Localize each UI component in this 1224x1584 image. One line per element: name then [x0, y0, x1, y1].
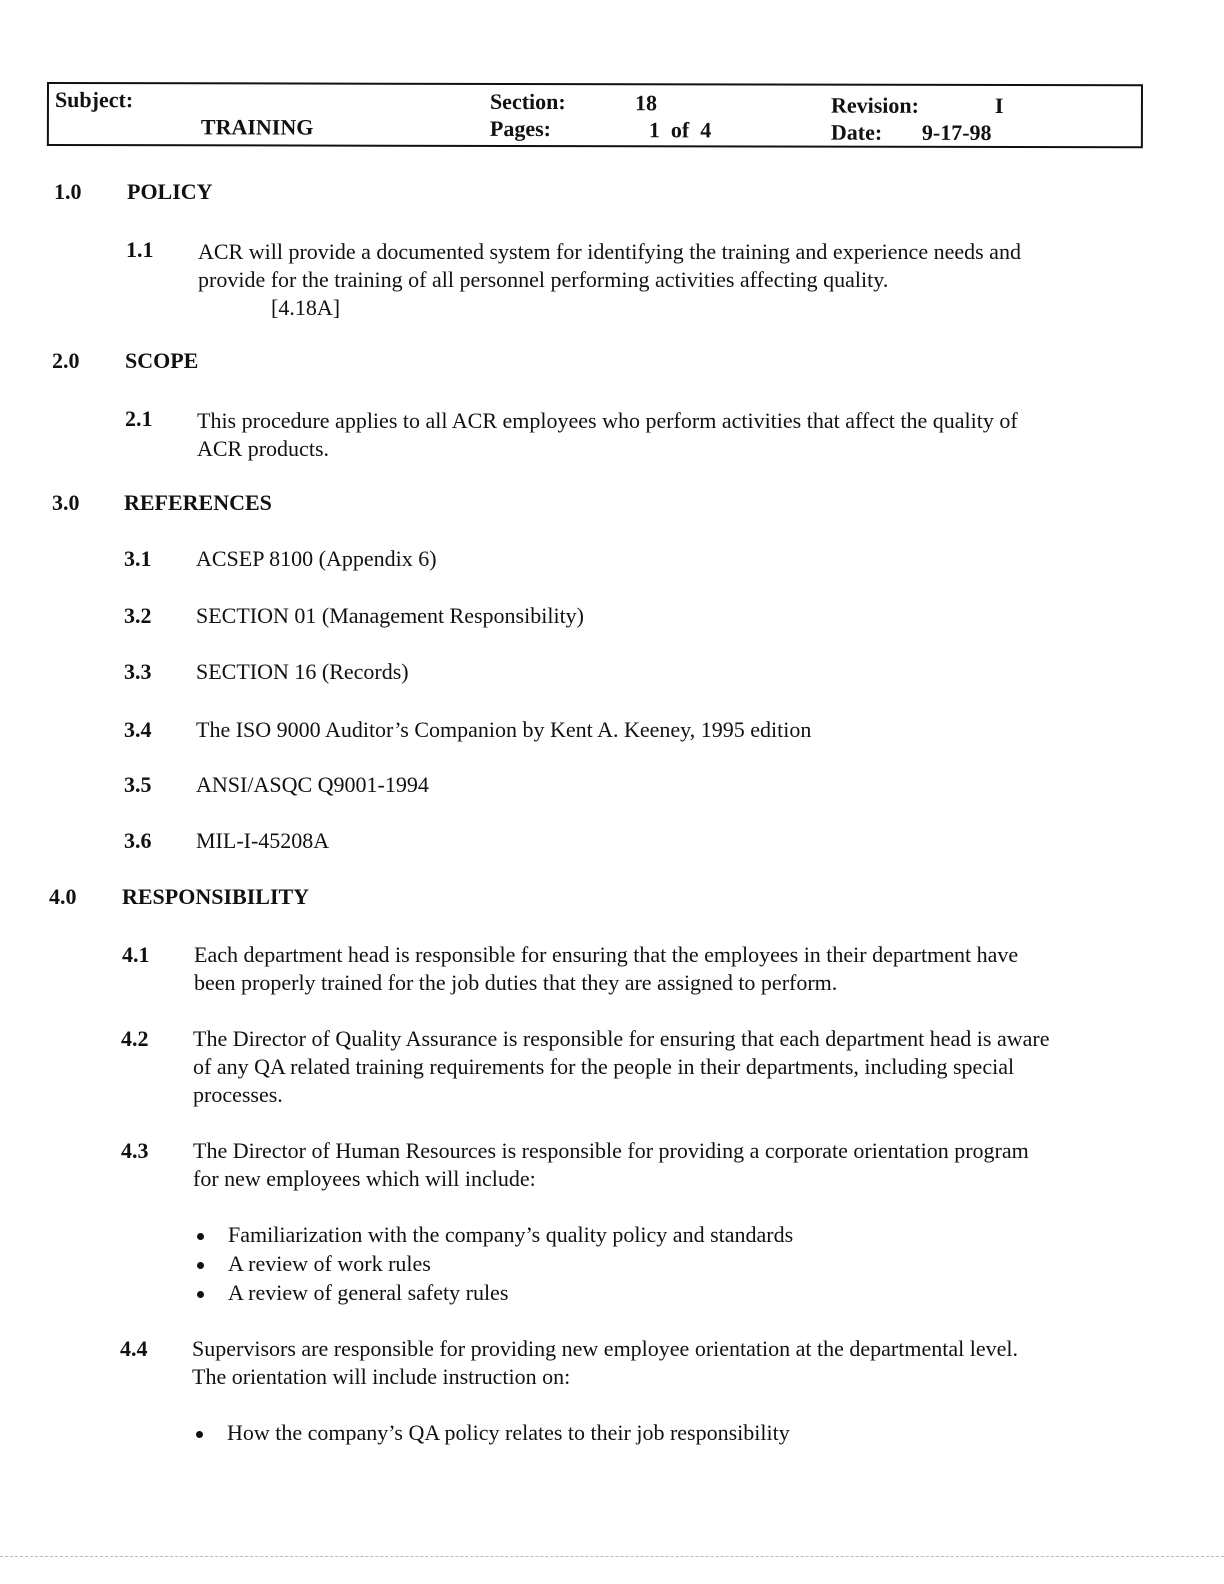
item-line: This procedure applies to all ACR employees who perform activities that affect the quality of [197, 408, 1018, 433]
pages-label: Pages: [489, 115, 552, 142]
date-value: 9-17-98 [921, 119, 992, 145]
item-text [193, 1137, 1029, 1193]
item-line: Supervisors are responsible for providing new employee orientation at the departmental level. [192, 1336, 1018, 1361]
list-item-text: A review of general safety rules [228, 1280, 509, 1305]
list-item-text: Familiarization with the company’s quality policy and standards [228, 1222, 794, 1247]
bullet-icon [197, 1262, 204, 1269]
section-title: REFERENCES [124, 490, 272, 515]
item-number: 3.6 [124, 828, 152, 853]
item-line: The Director of Quality Assurance is responsible for ensuring that each department head is aware [193, 1026, 1050, 1051]
item-text [197, 407, 1018, 463]
bullet-icon [197, 1291, 204, 1298]
list-item-text: A review of work rules [228, 1251, 431, 1276]
reference-text: The ISO 9000 Auditor’s Companion by Kent A. Keeney, 1995 edition [196, 717, 812, 742]
subject-label: Subject: [54, 87, 134, 113]
item-text [192, 1335, 1018, 1391]
section-value: 18 [634, 90, 657, 116]
subject-value: TRAINING [200, 114, 314, 140]
section-title: RESPONSIBILITY [122, 884, 310, 909]
list-item [193, 1279, 793, 1308]
item-number: 3.1 [124, 546, 152, 571]
item-line: ACR will provide a documented system for identifying the training and experience needs and [198, 239, 1021, 264]
item-line: been properly trained for the job duties that they are assigned to perform. [194, 970, 838, 995]
bullet-list [193, 1221, 793, 1308]
item-line: The Director of Human Resources is responsible for providing a corporate orientation program [193, 1138, 1029, 1163]
bullet-icon [197, 1233, 204, 1240]
item-number: 3.3 [124, 659, 152, 684]
item-line: The orientation will include instruction on: [192, 1364, 571, 1389]
item-text [198, 238, 1021, 322]
section-number: 3.0 [52, 490, 80, 515]
scan-artifact-line [0, 1556, 1224, 1558]
reference-text: SECTION 01 (Management Responsibility) [196, 603, 585, 628]
section-title: SCOPE [125, 348, 199, 373]
bullet-list [192, 1419, 790, 1448]
item-line: for new employees which will include: [193, 1166, 536, 1191]
item-line: processes. [193, 1082, 283, 1107]
item-note: [4.18A] [271, 295, 341, 320]
item-number: 2.1 [125, 406, 153, 431]
item-number: 4.3 [121, 1138, 149, 1163]
document-header [47, 82, 1143, 148]
section-number: 2.0 [52, 348, 80, 373]
item-number: 3.5 [124, 772, 152, 797]
item-number: 3.4 [124, 717, 152, 742]
list-item [193, 1221, 793, 1250]
item-number: 3.2 [124, 603, 152, 628]
section-number: 1.0 [54, 179, 82, 204]
section-title: POLICY [127, 179, 213, 204]
reference-text: ANSI/ASQC Q9001-1994 [196, 772, 429, 797]
item-text [193, 1025, 1049, 1109]
item-line: ACR products. [197, 436, 329, 461]
list-item [193, 1250, 793, 1279]
section-label: Section: [489, 88, 566, 115]
date-label: Date: [830, 119, 883, 145]
revision-value: I [994, 92, 1004, 119]
item-number: 4.2 [121, 1026, 149, 1051]
item-number: 1.1 [126, 237, 154, 262]
reference-text: ACSEP 8100 (Appendix 6) [196, 546, 437, 571]
item-number: 4.4 [120, 1336, 148, 1361]
item-line: provide for the training of all personnel performing activities affecting quality. [198, 267, 889, 292]
item-number: 4.1 [122, 942, 150, 967]
reference-text: MIL-I-45208A [196, 828, 330, 853]
reference-text: SECTION 16 (Records) [196, 659, 409, 684]
revision-label: Revision: [830, 92, 919, 118]
bullet-icon [196, 1431, 203, 1438]
item-line: of any QA related training requirements for the people in their departments, including special [193, 1054, 1015, 1079]
list-item-text: How the company’s QA policy relates to their job responsibility [227, 1420, 790, 1445]
list-item [192, 1419, 790, 1448]
pages-value: 1 of 4 [648, 117, 712, 143]
section-number: 4.0 [49, 884, 77, 909]
item-line: Each department head is responsible for ensuring that the employees in their department have [194, 942, 1019, 967]
item-text [194, 941, 1018, 997]
